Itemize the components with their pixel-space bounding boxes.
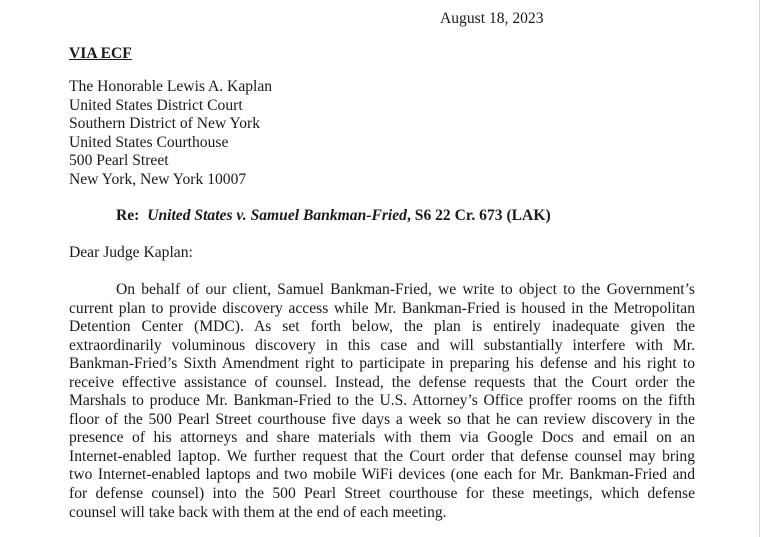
recipient-address xyxy=(69,78,272,190)
body-line: extraordinarily voluminous discovery in this case and will substantially interfere with Mr. xyxy=(69,336,695,354)
case-caption: United States v. Samuel Bankman-Fried xyxy=(147,207,407,224)
body-line: current plan to provide discovery access while Mr. Bankman-Fried is housed in the Metropolitan xyxy=(69,299,695,317)
case-number: , S6 22 Cr. 673 (LAK) xyxy=(406,207,551,224)
body-line: for defense counsel) into the 500 Pearl Street courthouse for these meetings, which defense xyxy=(69,485,695,503)
body-line: Detention Center (MDC). As set forth below, the plan is entirely inadequate given the xyxy=(69,318,695,336)
body-line: floor of the 500 Pearl Street courthouse five days a week so that he can review discovery in the xyxy=(69,410,695,428)
body-line: two Internet-enabled laptops and two mobile WiFi devices (one each for Mr. Bankman-Fried and xyxy=(69,466,695,484)
body-line: Internet-enabled laptop. We further request that the Court order that defense counsel may bring xyxy=(69,447,695,465)
letter-date: August 18, 2023 xyxy=(440,10,544,27)
body-line: presence of his attorneys and share materials with them via Google Docs and email on an xyxy=(69,429,695,447)
body-line: Marshals to produce Mr. Bankman-Fried to the U.S. Attorney’s Office proffer rooms on the fifth xyxy=(69,392,695,410)
body-line: Bankman-Fried’s Sixth Amendment right to participate in preparing his defense and his right to xyxy=(69,355,695,373)
re-label: Re: xyxy=(116,207,140,224)
recipient-line: United States Courthouse xyxy=(69,133,229,151)
recipient-line: The Honorable Lewis A. Kaplan xyxy=(69,78,273,95)
re-line xyxy=(116,206,551,226)
body-line: counsel will take back with them at the end of each meeting. xyxy=(69,503,447,521)
body-line: receive effective assistance of counsel. Instead, the defense requests that the Court order the xyxy=(69,373,695,391)
salutation: Dear Judge Kaplan: xyxy=(69,244,193,261)
recipient-line: 500 Pearl Street xyxy=(69,152,169,170)
recipient-line: United States District Court xyxy=(69,96,243,114)
delivery-method: VIA ECF xyxy=(69,45,132,62)
recipient-line: Southern District of New York xyxy=(69,115,261,133)
recipient-line: New York, New York 10007 xyxy=(69,170,247,188)
body-paragraph xyxy=(69,281,695,522)
body-line: On behalf of our client, Samuel Bankman-Fried, we write to object to the Government’s xyxy=(116,281,695,298)
